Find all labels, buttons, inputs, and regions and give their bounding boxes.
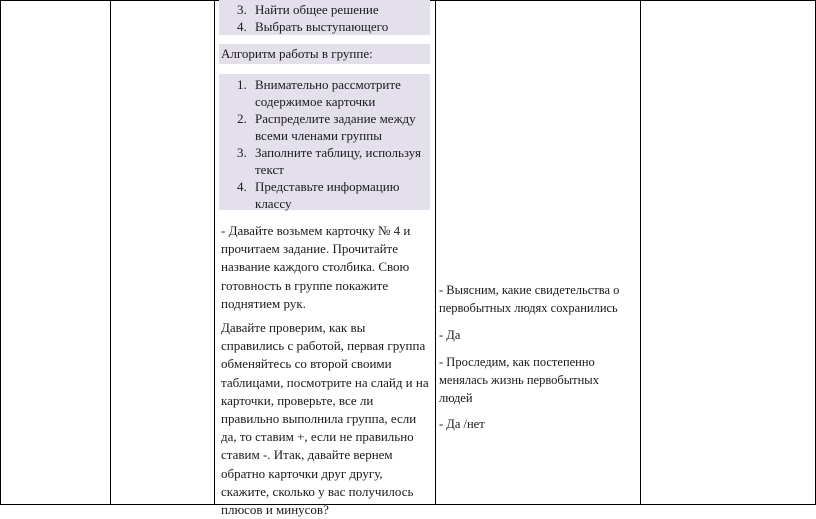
student-response-3: - Проследим, как постепенно менялась жизнь первобытных людей <box>439 355 599 405</box>
work-steps-list <box>219 0 430 35</box>
teacher-activity-cell <box>215 0 435 518</box>
group-algorithm-list <box>219 74 430 212</box>
list-item: 2. Распределите задание между всеми членами группы <box>237 111 416 143</box>
list-item: 3. Найти общее решение <box>237 2 379 17</box>
group-algorithm-heading: Алгоритм работы в группе: <box>219 44 430 64</box>
list-item: 1. Внимательно рассмотрите содержимое карточки <box>237 77 401 109</box>
list-item: 3. Заполните таблицу, используя текст <box>237 145 421 177</box>
student-activity-cell <box>436 0 640 505</box>
table-cell-1 <box>1 0 110 505</box>
group-algorithm-box <box>219 74 430 210</box>
table-cell-5 <box>641 0 815 505</box>
work-steps-box <box>219 0 430 35</box>
student-response-4: - Да /нет <box>439 417 485 431</box>
teacher-instruction-card: - Давайте возьмем карточку № 4 и прочитаем задание. Прочитайте название каждого столбика. Свою готовность в группе покажите поднятием рук. <box>221 223 411 311</box>
table-cell-2 <box>111 0 214 505</box>
teacher-instruction-check: Давайте проверим, как вы справились с работой, первая группа обменяйтесь со второй своими таблицами, посмотрите на слайд и на карточки, проверьте, все ли правильно выполнила группа, если да, то ставим +, если не правильно ставим -. Итак, давайте вернем обратно карточки друг другу, скажите, сколько у вас получилось плюсов и минусов? <box>221 320 429 518</box>
student-response-2: - Да <box>439 328 461 342</box>
list-item: 4. Представьте информацию классу <box>237 179 400 211</box>
list-item: 4. Выбрать выступающего <box>237 19 389 34</box>
student-response-1: - Выясним, какие свидетельства о первобытных людях сохранились <box>439 283 620 315</box>
